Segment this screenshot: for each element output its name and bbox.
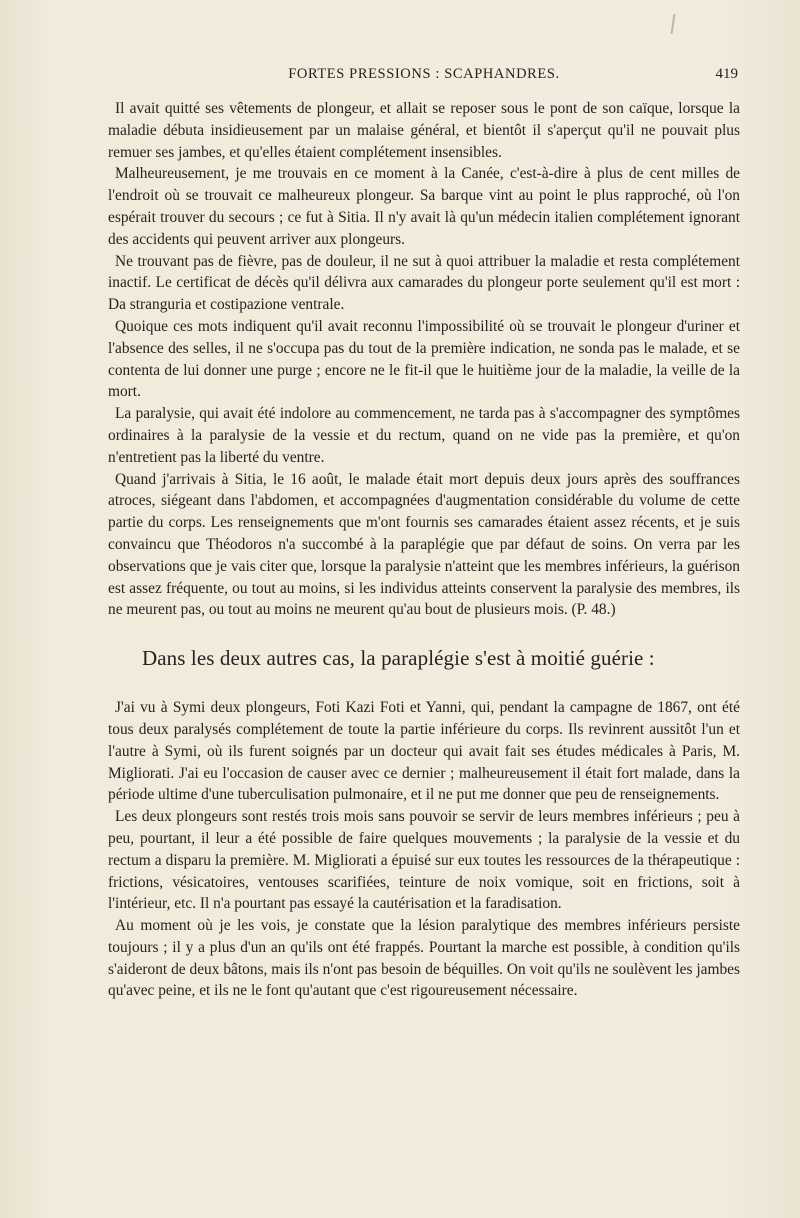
paragraph: J'ai vu à Symi deux plongeurs, Foti Kazi Foti et Yanni, qui, pendant la campagne de 1867, ont été tous deux paralysés complétement de toute la partie inférieure du corps. Ils revinrent aussitôt l'un et l'autre à Symi, où ils furent soignés par un docteur qui avait fait ses études médicales à Paris, M. Migliorati. J'ai eu l'occasion de causer avec ce dernier ; malheureusement il était fort malade, dans la période ultime d'une tuberculisation pulmonaire, et il ne put me donner que peu de renseignements. [108, 699, 740, 804]
paragraph: Malheureusement, je me trouvais en ce moment à la Canée, c'est-à-dire à plus de cent milles de l'endroit où se trouvait ce malheureux plongeur. Sa barque vint au point le plus rapproché, où l'on espérait trouver du secours ; ce fut à Sitia. Il n'y avait là qu'un médecin italien complétement ignorant des accidents qui peuvent arriver aux plongeurs. [108, 165, 740, 248]
running-title: FORTES PRESSIONS : SCAPHANDRES. [288, 66, 560, 82]
page-body [108, 98, 740, 1002]
margin-pencil-mark [671, 14, 676, 34]
section-heading: Dans les deux autres cas, la paraplégie s'est à moitié guérie : [142, 646, 655, 671]
paragraph: Quand j'arrivais à Sitia, le 16 août, le malade était mort depuis deux jours après des souffrances atroces, siégeant dans l'abdomen, et accompagnées d'augmentation considérable du volume de cette partie du corps. Les renseignements que m'ont fournis ses camarades étaient assez récents, et je suis convaincu que Théodoros n'a succombé à la paraplégie que par défaut de soins. On verra par les observations que je vais citer que, lorsque la paralysie n'atteint que les membres inférieurs, la guérison est assez fréquente, ou tout au moins, si les individus atteints conservent la paralysie des membres, ils ne meurent pas, ou tout au moins ne meurent qu'au bout de plusieurs mois. (P. 48.) [108, 470, 740, 619]
paragraph: Les deux plongeurs sont restés trois mois sans pouvoir se servir de leurs membres inférieurs ; peu à peu, pourtant, il leur a été possible de faire quelques mouvements ; la paralysie de la vessie et du rectum a disparu la première. M. Migliorati a épuisé sur eux toutes les ressources de la thérapeutique : frictions, vésicatoires, ventouses scarifiées, teinture de noix vomique, soit en frictions, soit à l'intérieur, etc. Il n'a pourtant pas essayé la cautérisation et la faradisation. [108, 808, 740, 913]
paragraph: Il avait quitté ses vêtements de plongeur, et allait se reposer sous le pont de son caïque, lorsque la maladie débuta insidieusement par un malaise général, et bientôt il s'aperçut qu'il ne pouvait plus remuer ses jambes, et qu'elles étaient complétement insensibles. [108, 100, 740, 161]
page-number: 419 [715, 66, 738, 82]
paragraph: Au moment où je les vois, je constate que la lésion paralytique des membres inférieurs persiste toujours ; il y a plus d'un an qu'ils ont été frappés. Pourtant la marche est possible, à condition qu'ils s'aideront de deux bâtons, mais ils n'ont pas besoin de béquilles. On voit qu'ils ne soulèvent les jambes qu'avec peine, et ils ne le font qu'autant que c'est rigoureusement nécessaire. [108, 917, 740, 1000]
page-header [108, 66, 740, 86]
paragraph: Ne trouvant pas de fièvre, pas de douleur, il ne sut à quoi attribuer la maladie et resta complétement inactif. Le certificat de décès qu'il délivra aux camarades du plongeur porte seulement qu'il est mort : Da stranguria et costipazione ventrale. [108, 252, 740, 314]
paragraph: Quoique ces mots indiquent qu'il avait reconnu l'impossibilité où se trouvait le plongeur d'uriner et l'absence des selles, il ne s'occupa pas du tout de la première indication, ne sonda pas le malade, et se contenta de lui donner une purge ; encore ne le fit-il que le huitième jour de la maladie, la veille de la mort. [108, 317, 740, 401]
paragraph: La paralysie, qui avait été indolore au commencement, ne tarda pas à s'accompagner des symptômes ordinaires à la paralysie de la vessie et du rectum, quand on ne vide pas la première, et qu'on n'entretient pas la liberté du ventre. [108, 405, 740, 466]
